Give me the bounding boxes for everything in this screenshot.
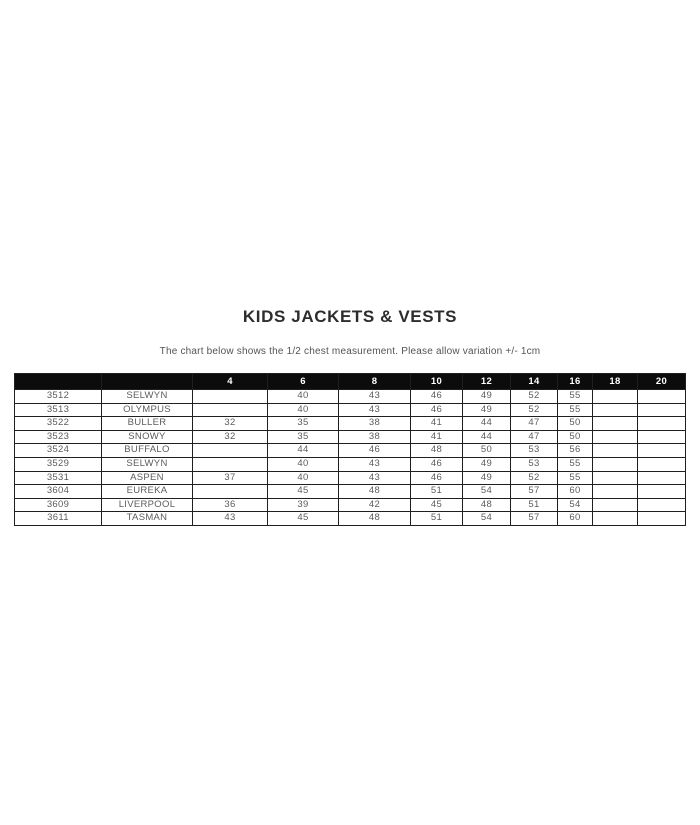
measurement-cell: 52	[511, 471, 558, 485]
measurement-cell	[593, 403, 638, 417]
style-code-cell: 3529	[15, 457, 102, 471]
measurement-cell	[638, 485, 686, 499]
style-code-cell: 3604	[15, 485, 102, 499]
measurement-cell	[638, 512, 686, 526]
measurement-cell: 42	[339, 498, 411, 512]
measurement-cell: 45	[268, 512, 339, 526]
measurement-cell: 57	[511, 512, 558, 526]
measurement-cell: 38	[339, 430, 411, 444]
measurement-cell: 55	[558, 403, 593, 417]
measurement-cell: 51	[411, 485, 463, 499]
measurement-cell: 35	[268, 430, 339, 444]
style-name-cell: EUREKA	[102, 485, 193, 499]
style-name-cell: LIVERPOOL	[102, 498, 193, 512]
measurement-cell: 54	[558, 498, 593, 512]
measurement-cell: 38	[339, 417, 411, 431]
measurement-cell	[638, 471, 686, 485]
style-name-cell: BULLER	[102, 417, 193, 431]
size-column-header-14: 14	[511, 374, 558, 390]
measurement-cell	[193, 390, 268, 404]
measurement-cell: 40	[268, 457, 339, 471]
measurement-cell: 35	[268, 417, 339, 431]
measurement-cell	[593, 485, 638, 499]
size-column-header-10: 10	[411, 374, 463, 390]
measurement-cell: 46	[411, 403, 463, 417]
size-chart-row	[15, 471, 686, 485]
measurement-cell	[193, 457, 268, 471]
style-code-cell: 3609	[15, 498, 102, 512]
measurement-cell: 47	[511, 417, 558, 431]
measurement-cell: 60	[558, 512, 593, 526]
page-subtitle: The chart below shows the 1/2 chest measurement. Please allow variation +/- 1cm	[159, 346, 541, 357]
measurement-cell: 49	[463, 471, 511, 485]
style-code-cell: 3513	[15, 403, 102, 417]
size-column-header-12: 12	[463, 374, 511, 390]
measurement-cell: 43	[339, 471, 411, 485]
size-chart-row	[15, 430, 686, 444]
size-chart-body	[15, 390, 686, 526]
measurement-cell	[593, 390, 638, 404]
measurement-cell: 52	[511, 403, 558, 417]
size-column-header-20: 20	[638, 374, 686, 390]
measurement-cell	[638, 390, 686, 404]
measurement-cell: 48	[463, 498, 511, 512]
style-name-cell: TASMAN	[102, 512, 193, 526]
measurement-cell: 43	[193, 512, 268, 526]
measurement-cell: 40	[268, 403, 339, 417]
measurement-cell: 57	[511, 485, 558, 499]
style-code-cell: 3524	[15, 444, 102, 458]
measurement-cell	[593, 457, 638, 471]
measurement-cell: 37	[193, 471, 268, 485]
measurement-cell: 43	[339, 457, 411, 471]
measurement-cell: 40	[268, 471, 339, 485]
size-chart-row	[15, 417, 686, 431]
measurement-cell: 45	[411, 498, 463, 512]
style-code-cell: 3611	[15, 512, 102, 526]
measurement-cell	[593, 417, 638, 431]
measurement-cell: 50	[558, 417, 593, 431]
measurement-cell: 47	[511, 430, 558, 444]
measurement-cell	[193, 485, 268, 499]
measurement-cell: 50	[558, 430, 593, 444]
style-name-cell: SELWYN	[102, 390, 193, 404]
measurement-cell	[593, 498, 638, 512]
measurement-cell	[638, 444, 686, 458]
measurement-cell: 46	[339, 444, 411, 458]
size-column-header-8: 8	[339, 374, 411, 390]
measurement-cell: 45	[268, 485, 339, 499]
measurement-cell	[593, 444, 638, 458]
measurement-cell: 49	[463, 457, 511, 471]
measurement-cell: 32	[193, 417, 268, 431]
measurement-cell: 55	[558, 471, 593, 485]
size-chart-table	[14, 373, 686, 526]
size-chart-row	[15, 485, 686, 499]
measurement-cell	[593, 471, 638, 485]
size-column-header-6: 6	[268, 374, 339, 390]
measurement-cell: 43	[339, 403, 411, 417]
measurement-cell	[638, 457, 686, 471]
style-name-cell: BUFFALO	[102, 444, 193, 458]
measurement-cell: 39	[268, 498, 339, 512]
measurement-cell: 41	[411, 430, 463, 444]
page-title: KIDS JACKETS & VESTS	[242, 307, 458, 326]
measurement-cell: 48	[411, 444, 463, 458]
size-column-header-16: 16	[558, 374, 593, 390]
style-code-cell: 3522	[15, 417, 102, 431]
measurement-cell: 32	[193, 430, 268, 444]
style-name-cell: SELWYN	[102, 457, 193, 471]
measurement-cell	[638, 417, 686, 431]
measurement-cell: 46	[411, 390, 463, 404]
measurement-cell	[193, 403, 268, 417]
measurement-cell: 55	[558, 390, 593, 404]
size-chart-row	[15, 403, 686, 417]
measurement-cell: 46	[411, 471, 463, 485]
measurement-cell	[638, 498, 686, 512]
measurement-cell: 51	[411, 512, 463, 526]
size-column-header-4: 4	[193, 374, 268, 390]
measurement-cell: 60	[558, 485, 593, 499]
size-chart-row	[15, 444, 686, 458]
style-name-cell: OLYMPUS	[102, 403, 193, 417]
measurement-cell	[593, 512, 638, 526]
measurement-cell: 53	[511, 444, 558, 458]
measurement-cell	[638, 403, 686, 417]
measurement-cell	[593, 430, 638, 444]
measurement-cell	[193, 444, 268, 458]
measurement-cell: 53	[511, 457, 558, 471]
measurement-cell: 40	[268, 390, 339, 404]
empty-header-cell	[102, 374, 193, 390]
size-chart-row	[15, 457, 686, 471]
size-chart-header-row	[15, 374, 686, 390]
empty-header-cell	[15, 374, 102, 390]
style-name-cell: SNOWY	[102, 430, 193, 444]
measurement-cell: 55	[558, 457, 593, 471]
style-code-cell: 3512	[15, 390, 102, 404]
measurement-cell: 49	[463, 390, 511, 404]
measurement-cell: 50	[463, 444, 511, 458]
measurement-cell: 48	[339, 512, 411, 526]
style-name-cell: ASPEN	[102, 471, 193, 485]
measurement-cell: 44	[463, 417, 511, 431]
measurement-cell: 56	[558, 444, 593, 458]
measurement-cell: 41	[411, 417, 463, 431]
measurement-cell: 44	[463, 430, 511, 444]
measurement-cell: 36	[193, 498, 268, 512]
measurement-cell: 44	[268, 444, 339, 458]
measurement-cell: 51	[511, 498, 558, 512]
style-code-cell: 3531	[15, 471, 102, 485]
measurement-cell: 52	[511, 390, 558, 404]
size-chart-row	[15, 498, 686, 512]
measurement-cell: 48	[339, 485, 411, 499]
size-chart-header	[15, 374, 686, 390]
measurement-cell: 46	[411, 457, 463, 471]
measurement-cell: 54	[463, 485, 511, 499]
measurement-cell: 54	[463, 512, 511, 526]
measurement-cell: 49	[463, 403, 511, 417]
size-chart-row	[15, 512, 686, 526]
measurement-cell	[638, 430, 686, 444]
style-code-cell: 3523	[15, 430, 102, 444]
measurement-cell: 43	[339, 390, 411, 404]
size-chart-row	[15, 390, 686, 404]
size-column-header-18: 18	[593, 374, 638, 390]
